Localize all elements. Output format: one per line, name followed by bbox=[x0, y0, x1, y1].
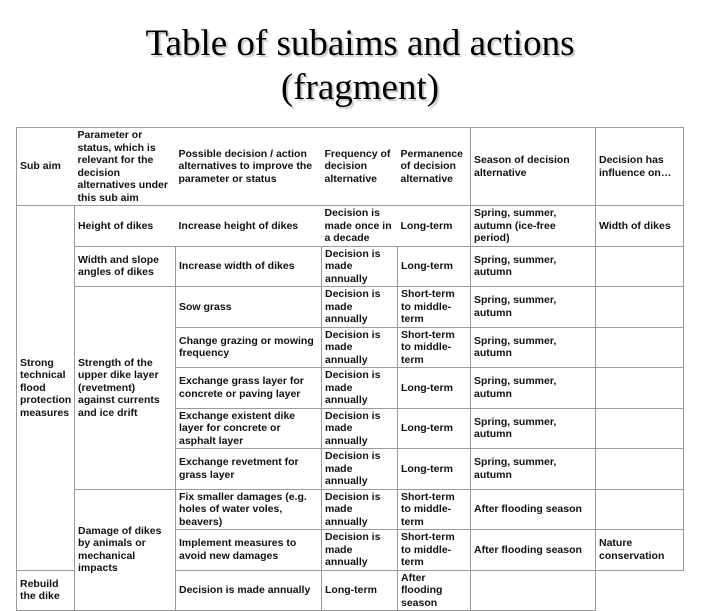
subaim-cell: Strong technical flood protection measures bbox=[17, 206, 75, 571]
subaims-table bbox=[16, 127, 684, 611]
decision-cell: Increase width of dikes bbox=[176, 246, 322, 287]
permanence-cell: Long-term bbox=[398, 449, 471, 490]
slide-title-line-1: Table of subaims and actions bbox=[145, 23, 575, 64]
permanence-cell: Long-term bbox=[398, 206, 471, 247]
permanence-cell: Short-term to middle-term bbox=[398, 489, 471, 530]
season-cell: Spring, summer, autumn bbox=[471, 287, 596, 328]
header-parameter: Parameter or status, which is relevant for the decision alternatives under this sub aim bbox=[75, 128, 176, 206]
frequency-cell: Decision is made annually bbox=[322, 489, 398, 530]
influence-cell bbox=[471, 570, 596, 611]
parameter-cell: Damage of dikes by animals or mechanical impacts bbox=[75, 489, 176, 611]
season-cell: Spring, summer, autumn (ice-free period) bbox=[471, 206, 596, 247]
parameter-cell: Height of dikes bbox=[75, 206, 176, 247]
decision-cell: Sow grass bbox=[176, 287, 322, 328]
decision-cell: Change grazing or mowing frequency bbox=[176, 327, 322, 368]
permanence-cell: Short-term to middle-term bbox=[398, 327, 471, 368]
permanence-cell: Long-term bbox=[398, 246, 471, 287]
influence-cell bbox=[596, 449, 684, 490]
table-row bbox=[17, 206, 684, 247]
season-cell: Spring, summer, autumn bbox=[471, 408, 596, 449]
influence-cell bbox=[596, 368, 684, 409]
frequency-cell: Decision is made annually bbox=[322, 327, 398, 368]
decision-cell: Fix smaller damages (e.g. holes of water voles, beavers) bbox=[176, 489, 322, 530]
table-row bbox=[17, 489, 684, 530]
header-frequency: Frequency of decision alternative bbox=[322, 128, 398, 206]
season-cell: After flooding season bbox=[471, 530, 596, 571]
header-subaim: Sub aim bbox=[17, 128, 75, 206]
season-cell: Spring, summer, autumn bbox=[471, 327, 596, 368]
permanence-cell: Short-term to middle-term bbox=[398, 287, 471, 328]
influence-cell bbox=[596, 246, 684, 287]
frequency-cell: Decision is made annually bbox=[322, 287, 398, 328]
permanence-cell: Long-term bbox=[398, 408, 471, 449]
header-row bbox=[17, 128, 684, 206]
influence-cell bbox=[596, 489, 684, 530]
season-cell: Spring, summer, autumn bbox=[471, 368, 596, 409]
permanence-cell: Short-term to middle-term bbox=[398, 530, 471, 571]
parameter-cell: Strength of the upper dike layer (revetment) against currents and ice drift bbox=[75, 287, 176, 490]
season-cell: Spring, summer, autumn bbox=[471, 246, 596, 287]
permanence-cell: Long-term bbox=[398, 368, 471, 409]
header-season: Season of decision alternative bbox=[471, 128, 596, 206]
decision-cell: Implement measures to avoid new damages bbox=[176, 530, 322, 571]
slide-title bbox=[0, 22, 720, 110]
season-cell: After flooding season bbox=[471, 489, 596, 530]
slide-title-line-2: (fragment) bbox=[280, 67, 440, 108]
header-influence: Decision has influence on… bbox=[596, 128, 684, 206]
parameter-cell: Width and slope angles of dikes bbox=[75, 246, 176, 287]
frequency-cell: Decision is made annually bbox=[322, 408, 398, 449]
influence-cell bbox=[596, 287, 684, 328]
frequency-cell: Decision is made annually bbox=[322, 530, 398, 571]
influence-cell: Width of dikes bbox=[596, 206, 684, 247]
decision-cell: Exchange revetment for grass layer bbox=[176, 449, 322, 490]
decision-cell: Exchange existent dike layer for concrete or asphalt layer bbox=[176, 408, 322, 449]
header-permanence: Permanence of decision alternative bbox=[398, 128, 471, 206]
table-row bbox=[17, 287, 684, 328]
influence-cell: Nature conservation bbox=[596, 530, 684, 571]
frequency-cell: Decision is made annually bbox=[176, 570, 322, 611]
frequency-cell: Decision is made annually bbox=[322, 449, 398, 490]
season-cell: Spring, summer, autumn bbox=[471, 449, 596, 490]
frequency-cell: Decision is made annually bbox=[322, 368, 398, 409]
decision-cell: Increase height of dikes bbox=[176, 206, 322, 247]
table-row bbox=[17, 246, 684, 287]
influence-cell bbox=[596, 327, 684, 368]
frequency-cell: Decision is made annually bbox=[322, 246, 398, 287]
header-decision: Possible decision / action alternatives to improve the parameter or status bbox=[176, 128, 322, 206]
influence-cell bbox=[596, 408, 684, 449]
decision-cell: Rebuild the dike bbox=[17, 570, 75, 611]
season-cell: After flooding season bbox=[398, 570, 471, 611]
decision-cell: Exchange grass layer for concrete or paving layer bbox=[176, 368, 322, 409]
frequency-cell: Decision is made once in a decade bbox=[322, 206, 398, 247]
permanence-cell: Long-term bbox=[322, 570, 398, 611]
